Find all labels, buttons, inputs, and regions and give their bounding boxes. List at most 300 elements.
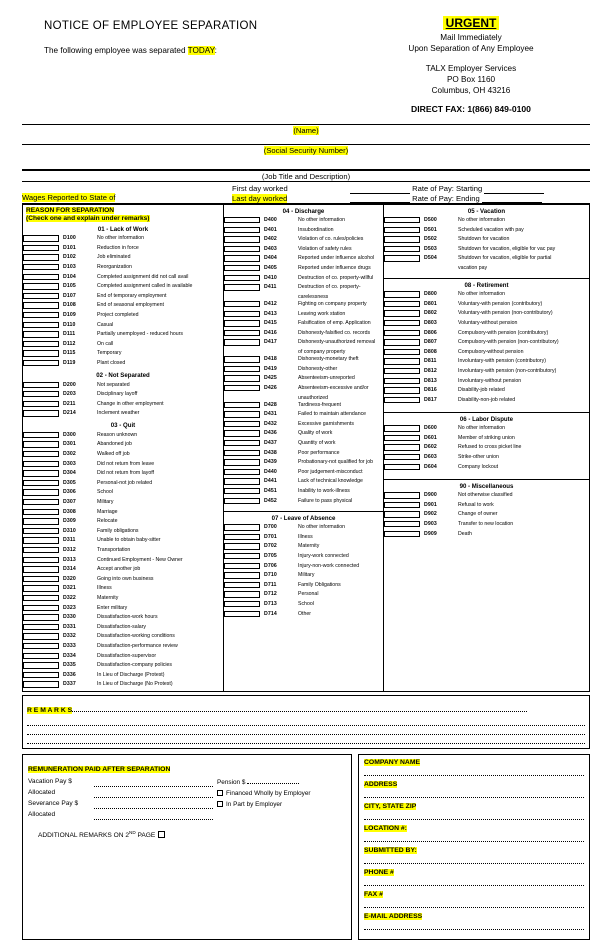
code-row[interactable] [23,410,223,420]
code-checkbox-cell[interactable] [224,330,264,340]
code-checkbox[interactable] [23,322,59,328]
code-row[interactable] [23,322,223,332]
code-checkbox-cell[interactable] [384,310,424,320]
remarks-input-1[interactable] [72,704,527,712]
code-checkbox-cell[interactable] [224,440,264,450]
address-input[interactable] [364,789,584,798]
rate-ending-value-input[interactable] [482,195,542,203]
code-checkbox-cell[interactable] [23,585,63,595]
code-checkbox-cell[interactable] [23,643,63,653]
code-row[interactable] [23,391,223,401]
code-checkbox-cell[interactable] [224,227,264,237]
code-checkbox[interactable] [384,425,420,431]
code-row[interactable] [384,310,589,320]
code-checkbox[interactable] [23,653,59,659]
code-row[interactable] [384,425,589,435]
code-row[interactable] [384,330,589,340]
code-checkbox[interactable] [23,643,59,649]
code-checkbox-cell[interactable] [384,531,424,541]
vacation-pay-input[interactable] [94,778,213,787]
code-checkbox[interactable] [23,499,59,505]
code-checkbox[interactable] [23,566,59,572]
code-checkbox[interactable] [23,331,59,337]
code-checkbox-cell[interactable] [23,341,63,351]
code-checkbox-cell[interactable] [384,349,424,359]
remarks-input-4[interactable] [27,735,585,744]
code-row[interactable] [224,366,383,376]
code-checkbox-cell[interactable] [23,470,63,480]
code-checkbox[interactable] [23,557,59,563]
code-row[interactable] [224,488,383,498]
code-checkbox-cell[interactable] [224,524,264,534]
code-row[interactable] [23,643,223,653]
code-checkbox[interactable] [224,534,260,540]
code-checkbox-cell[interactable] [23,382,63,392]
code-checkbox[interactable] [384,320,420,326]
code-row[interactable] [224,402,383,412]
code-checkbox-cell[interactable] [224,339,264,349]
code-row[interactable] [384,464,589,474]
code-checkbox-cell[interactable] [23,605,63,615]
code-checkbox[interactable] [23,605,59,611]
code-checkbox-cell[interactable] [224,311,264,321]
code-checkbox[interactable] [224,320,260,326]
code-row[interactable] [23,382,223,392]
code-checkbox-cell[interactable] [384,511,424,521]
code-row[interactable] [23,605,223,615]
code-checkbox-cell[interactable] [224,498,264,508]
code-checkbox[interactable] [23,235,59,241]
code-row[interactable] [384,246,589,256]
code-checkbox[interactable] [384,435,420,441]
company-name-input[interactable] [364,767,584,776]
code-checkbox[interactable] [23,254,59,260]
code-checkbox-cell[interactable] [224,356,264,366]
code-checkbox-cell[interactable] [23,614,63,624]
code-checkbox[interactable] [384,387,420,393]
code-row[interactable] [224,430,383,440]
code-checkbox[interactable] [224,601,260,607]
code-row[interactable] [23,499,223,509]
code-row[interactable] [224,311,383,321]
remarks-input-3[interactable] [27,726,585,735]
code-row[interactable] [384,378,589,388]
code-checkbox-cell[interactable] [384,291,424,301]
code-checkbox-cell[interactable] [224,611,264,621]
code-row[interactable] [23,528,223,538]
code-checkbox[interactable] [23,518,59,524]
code-checkbox-cell[interactable] [384,521,424,531]
code-row[interactable] [224,275,383,285]
code-checkbox[interactable] [384,310,420,316]
code-checkbox-cell[interactable] [23,566,63,576]
code-row[interactable] [224,284,383,294]
code-checkbox[interactable] [384,358,420,364]
code-checkbox[interactable] [224,356,260,362]
code-row[interactable] [23,283,223,293]
code-row[interactable] [224,498,383,508]
code-checkbox-cell[interactable] [23,633,63,643]
code-checkbox[interactable] [384,227,420,233]
code-row[interactable] [224,524,383,534]
code-checkbox-cell[interactable] [23,274,63,284]
code-checkbox-cell[interactable] [384,378,424,388]
code-row[interactable] [23,235,223,245]
code-row[interactable] [23,653,223,663]
vacation-allocated-input[interactable] [94,789,213,798]
code-checkbox-cell[interactable] [23,528,63,538]
code-row[interactable] [384,454,589,464]
code-checkbox[interactable] [384,531,420,537]
code-checkbox[interactable] [384,444,420,450]
code-checkbox[interactable] [23,293,59,299]
code-checkbox[interactable] [224,611,260,617]
code-checkbox-cell[interactable] [23,350,63,360]
code-row[interactable] [224,440,383,450]
code-checkbox[interactable] [23,681,59,687]
code-checkbox-cell[interactable] [23,499,63,509]
code-checkbox[interactable] [224,498,260,504]
code-row[interactable] [384,236,589,246]
code-checkbox-cell[interactable] [224,255,264,265]
code-row[interactable] [23,264,223,274]
code-checkbox[interactable] [384,349,420,355]
code-checkbox-cell[interactable] [23,547,63,557]
code-checkbox-cell[interactable] [23,662,63,672]
code-checkbox[interactable] [384,397,420,403]
code-checkbox-cell[interactable] [224,563,264,573]
code-checkbox[interactable] [224,217,260,223]
code-checkbox-cell[interactable] [384,425,424,435]
code-checkbox-cell[interactable] [23,302,63,312]
code-checkbox-cell[interactable] [23,391,63,401]
code-row[interactable] [384,339,589,349]
code-row[interactable] [23,547,223,557]
code-checkbox[interactable] [224,385,260,391]
code-checkbox[interactable] [23,576,59,582]
code-row[interactable] [23,245,223,255]
code-checkbox-cell[interactable] [384,435,424,445]
code-row[interactable] [384,320,589,330]
code-checkbox-cell[interactable] [23,576,63,586]
code-row[interactable] [224,563,383,573]
code-row[interactable] [23,557,223,567]
city-state-zip-input[interactable] [364,811,584,820]
code-row[interactable] [384,291,589,301]
code-checkbox-cell[interactable] [224,478,264,488]
code-checkbox[interactable] [224,265,260,271]
code-row[interactable] [224,330,383,340]
pension-wholly-checkbox[interactable] [217,790,223,796]
code-row[interactable] [384,502,589,512]
code-checkbox[interactable] [23,410,59,416]
code-checkbox[interactable] [23,585,59,591]
code-checkbox-cell[interactable] [224,430,264,440]
pension-partly-row[interactable] [217,799,346,810]
code-row[interactable] [23,576,223,586]
code-row[interactable] [384,511,589,521]
code-checkbox[interactable] [224,488,260,494]
severance-pay-input[interactable] [94,800,213,809]
code-row[interactable] [23,585,223,595]
code-checkbox-cell[interactable] [384,320,424,330]
code-checkbox[interactable] [384,246,420,252]
code-checkbox[interactable] [23,264,59,270]
code-checkbox-cell[interactable] [23,441,63,451]
code-row[interactable] [384,217,589,227]
code-checkbox[interactable] [23,302,59,308]
code-row[interactable] [23,489,223,499]
code-row[interactable] [384,349,589,359]
code-row[interactable] [384,301,589,311]
code-checkbox-cell[interactable] [224,488,264,498]
code-row[interactable] [23,331,223,341]
code-checkbox[interactable] [23,283,59,289]
code-row[interactable] [23,461,223,471]
code-row[interactable] [23,401,223,411]
code-row[interactable] [224,320,383,330]
code-row[interactable] [224,543,383,553]
code-row[interactable] [384,227,589,237]
code-checkbox[interactable] [23,350,59,356]
rate-starting-input[interactable] [350,186,410,194]
code-checkbox[interactable] [23,489,59,495]
code-checkbox-cell[interactable] [384,454,424,464]
code-checkbox-cell[interactable] [384,246,424,256]
email-input[interactable] [364,921,584,930]
code-checkbox[interactable] [384,378,420,384]
code-checkbox[interactable] [23,480,59,486]
pension-input[interactable] [247,776,299,784]
code-checkbox-cell[interactable] [384,368,424,378]
code-checkbox-cell[interactable] [384,255,424,265]
code-row[interactable] [224,339,383,349]
code-row[interactable] [23,254,223,264]
code-checkbox-cell[interactable] [384,301,424,311]
code-checkbox[interactable] [23,662,59,668]
code-checkbox[interactable] [384,301,420,307]
code-checkbox-cell[interactable] [224,459,264,469]
code-checkbox[interactable] [23,528,59,534]
code-checkbox[interactable] [384,236,420,242]
code-row[interactable] [23,509,223,519]
code-checkbox[interactable] [224,227,260,233]
code-checkbox-cell[interactable] [23,283,63,293]
code-row[interactable] [23,624,223,634]
code-checkbox[interactable] [23,624,59,630]
code-row[interactable] [23,341,223,351]
additional-remarks-checkbox[interactable] [158,831,165,838]
code-checkbox-cell[interactable] [224,421,264,431]
code-checkbox[interactable] [23,672,59,678]
code-checkbox-cell[interactable] [23,461,63,471]
code-checkbox[interactable] [224,275,260,281]
code-checkbox-cell[interactable] [23,312,63,322]
code-checkbox[interactable] [224,411,260,417]
code-checkbox[interactable] [224,543,260,549]
code-checkbox-cell[interactable] [23,672,63,682]
code-checkbox-cell[interactable] [23,681,63,691]
code-row[interactable] [224,246,383,256]
code-checkbox[interactable] [23,633,59,639]
code-checkbox[interactable] [384,255,420,261]
code-checkbox[interactable] [224,524,260,530]
code-row[interactable] [384,368,589,378]
code-checkbox[interactable] [224,478,260,484]
code-checkbox[interactable] [224,236,260,242]
code-row[interactable] [23,302,223,312]
submitted-by-input[interactable] [364,855,584,864]
code-checkbox[interactable] [224,421,260,427]
code-row[interactable] [23,293,223,303]
code-checkbox[interactable] [384,330,420,336]
code-checkbox-cell[interactable] [384,397,424,407]
code-checkbox-cell[interactable] [23,489,63,499]
code-checkbox-cell[interactable] [224,320,264,330]
code-checkbox[interactable] [23,461,59,467]
code-row[interactable] [23,537,223,547]
code-checkbox-cell[interactable] [224,375,264,385]
code-checkbox-cell[interactable] [23,245,63,255]
code-checkbox[interactable] [224,255,260,261]
code-checkbox-cell[interactable] [384,217,424,227]
rate-starting-value-input[interactable] [484,186,544,194]
code-row[interactable] [23,662,223,672]
code-row[interactable] [384,435,589,445]
code-checkbox-cell[interactable] [224,450,264,460]
code-checkbox[interactable] [23,274,59,280]
code-checkbox-cell[interactable] [23,401,63,411]
code-checkbox[interactable] [384,502,420,508]
code-checkbox[interactable] [224,440,260,446]
code-row[interactable] [23,274,223,284]
code-checkbox[interactable] [224,311,260,317]
code-checkbox[interactable] [224,339,260,345]
code-row[interactable] [224,469,383,479]
code-checkbox-cell[interactable] [23,509,63,519]
code-checkbox[interactable] [23,432,59,438]
code-checkbox[interactable] [23,360,59,366]
code-row[interactable] [23,672,223,682]
code-checkbox[interactable] [23,382,59,388]
code-row[interactable] [224,553,383,563]
code-checkbox-cell[interactable] [23,557,63,567]
code-checkbox-cell[interactable] [224,543,264,553]
code-checkbox-cell[interactable] [384,502,424,512]
code-checkbox-cell[interactable] [224,601,264,611]
code-checkbox[interactable] [224,450,260,456]
code-checkbox-cell[interactable] [384,444,424,454]
code-checkbox-cell[interactable] [224,284,264,294]
code-checkbox[interactable] [224,553,260,559]
code-checkbox-cell[interactable] [23,451,63,461]
code-checkbox[interactable] [224,582,260,588]
code-row[interactable] [23,595,223,605]
code-row[interactable] [23,432,223,442]
code-row[interactable] [23,566,223,576]
code-checkbox-cell[interactable] [224,572,264,582]
code-row[interactable] [224,601,383,611]
code-checkbox-cell[interactable] [384,492,424,502]
code-row[interactable] [224,591,383,601]
code-checkbox-cell[interactable] [224,385,264,395]
code-row[interactable] [23,681,223,691]
code-row[interactable] [224,385,383,395]
code-row[interactable] [224,227,383,237]
code-checkbox[interactable] [224,246,260,252]
code-checkbox[interactable] [23,312,59,318]
code-checkbox[interactable] [224,469,260,475]
code-checkbox[interactable] [224,301,260,307]
code-checkbox[interactable] [23,595,59,601]
code-row[interactable] [23,451,223,461]
code-checkbox-cell[interactable] [23,518,63,528]
code-row[interactable] [23,470,223,480]
code-checkbox-cell[interactable] [23,360,63,370]
code-checkbox[interactable] [23,547,59,553]
code-checkbox-cell[interactable] [224,217,264,227]
code-row[interactable] [224,459,383,469]
code-checkbox[interactable] [23,391,59,397]
code-checkbox-cell[interactable] [224,402,264,412]
code-checkbox-cell[interactable] [224,591,264,601]
code-checkbox[interactable] [224,284,260,290]
code-checkbox[interactable] [224,459,260,465]
code-row[interactable] [224,411,383,421]
code-row[interactable] [224,611,383,621]
fax-input[interactable] [364,899,584,908]
code-checkbox[interactable] [224,591,260,597]
code-checkbox[interactable] [384,368,420,374]
code-checkbox-cell[interactable] [384,358,424,368]
code-checkbox-cell[interactable] [384,464,424,474]
code-row[interactable] [224,450,383,460]
code-row[interactable] [384,397,589,407]
code-row[interactable] [384,492,589,502]
code-checkbox-cell[interactable] [384,330,424,340]
code-checkbox[interactable] [224,330,260,336]
code-row[interactable] [384,521,589,531]
code-checkbox-cell[interactable] [23,331,63,341]
code-checkbox[interactable] [384,454,420,460]
code-checkbox-cell[interactable] [23,410,63,420]
code-row[interactable] [384,531,589,541]
code-checkbox[interactable] [384,339,420,345]
code-checkbox-cell[interactable] [224,534,264,544]
code-checkbox-cell[interactable] [224,236,264,246]
code-checkbox[interactable] [224,430,260,436]
code-checkbox-cell[interactable] [224,582,264,592]
code-row[interactable] [23,480,223,490]
phone-input[interactable] [364,877,584,886]
remarks-input-2[interactable] [27,717,585,726]
code-checkbox-cell[interactable] [23,235,63,245]
code-checkbox[interactable] [224,402,260,408]
pension-partly-checkbox[interactable] [217,801,223,807]
code-checkbox-cell[interactable] [224,246,264,256]
code-checkbox-cell[interactable] [224,469,264,479]
code-row[interactable] [224,236,383,246]
code-row[interactable] [224,356,383,366]
code-checkbox[interactable] [224,563,260,569]
pension-wholly-row[interactable] [217,788,346,799]
code-checkbox-cell[interactable] [23,624,63,634]
code-checkbox[interactable] [384,511,420,517]
code-row[interactable] [224,265,383,275]
code-row[interactable] [224,217,383,227]
code-checkbox-cell[interactable] [23,254,63,264]
code-row[interactable] [23,633,223,643]
